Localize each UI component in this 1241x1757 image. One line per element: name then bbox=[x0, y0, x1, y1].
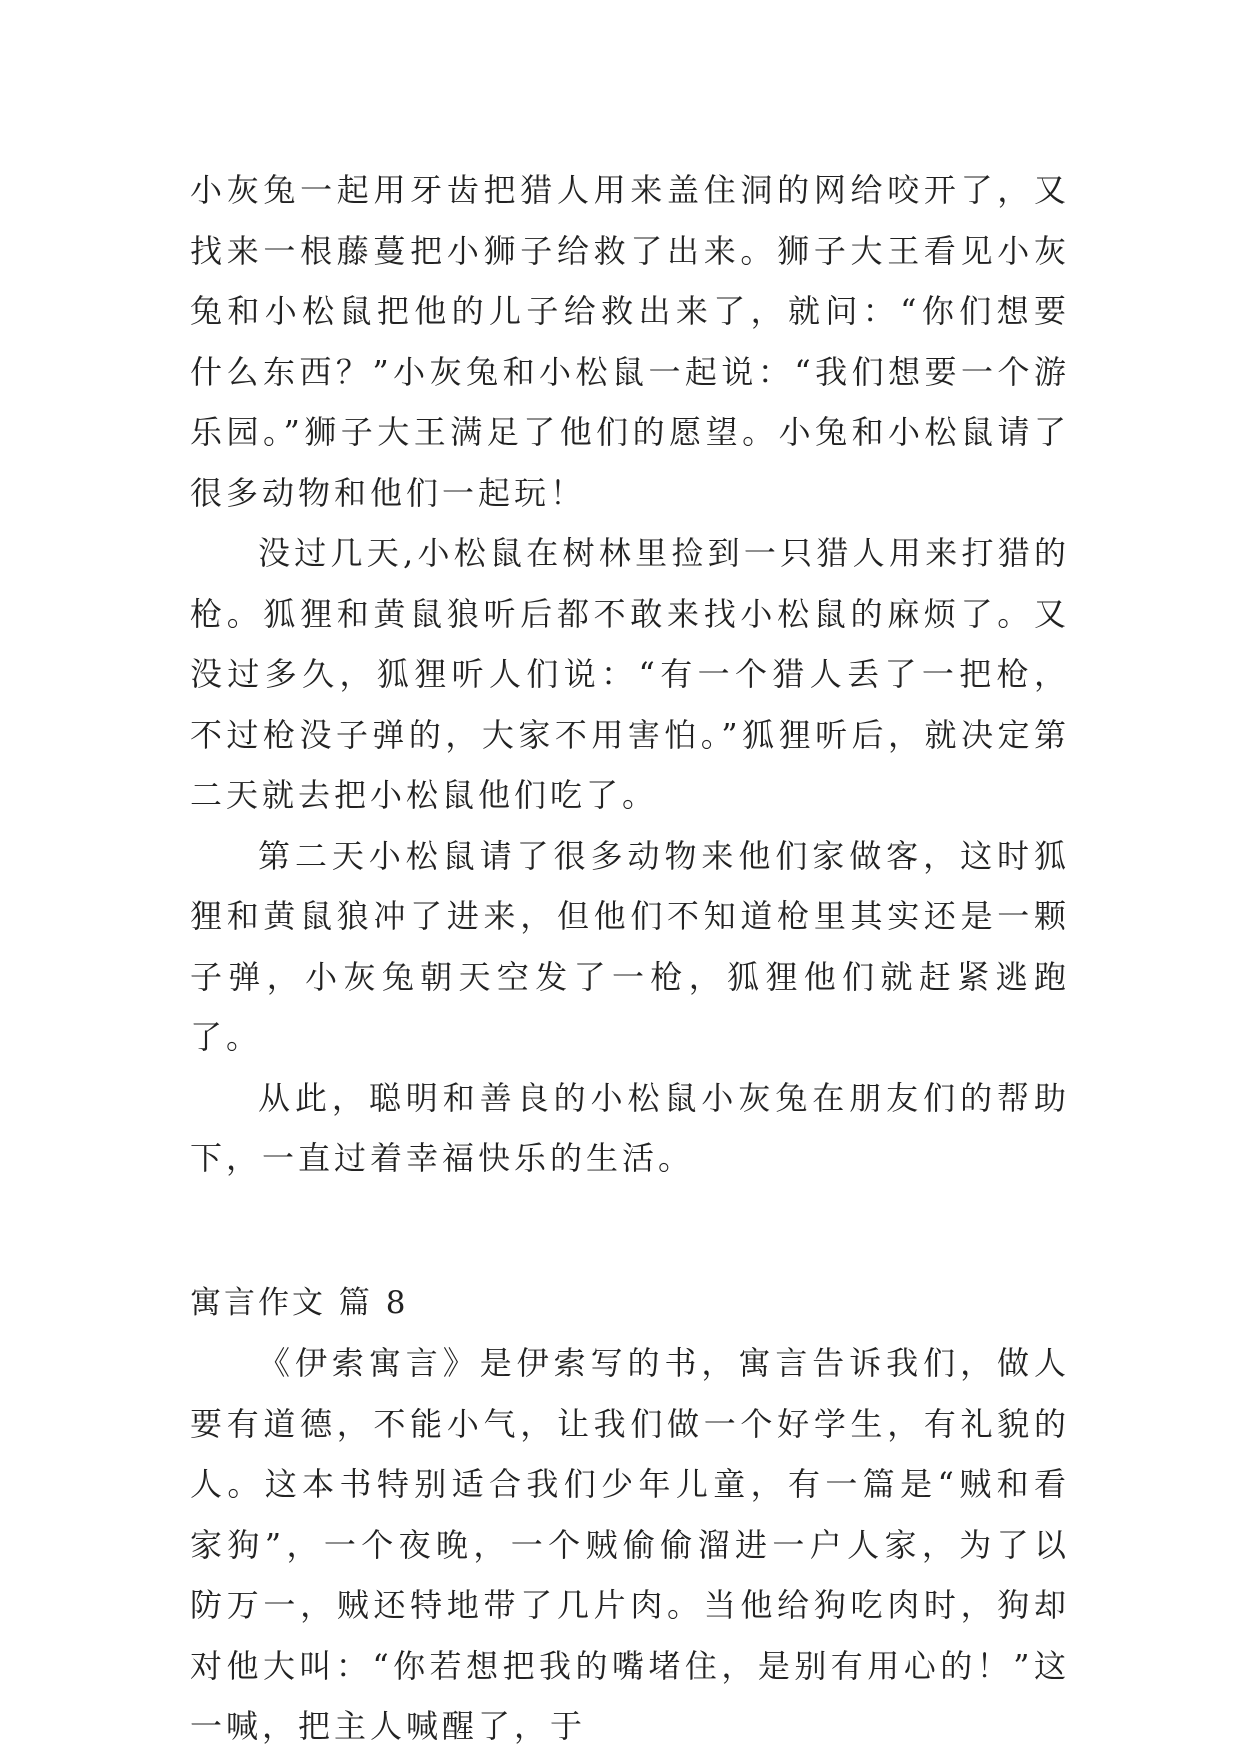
section-heading: 寓言作文 篇 8 bbox=[190, 1284, 409, 1321]
document-body bbox=[190, 160, 1070, 1757]
story-paragraph-gun: 没过几天,小松鼠在树林里捡到一只猎人用来打猎的枪。狐狸和黄鼠狼听后都不敢来找小松鼠的麻烦了。又没过多久，狐狸听人们说：“有一个猎人丢了一把枪，不过枪没子弹的，大家不用害怕。”狐狸听后，就决定第二天就去把小松鼠他们吃了。 bbox=[190, 534, 1070, 814]
story-paragraph-continuation: 小灰兔一起用牙齿把猎人用来盖住洞的网给咬开了，又找来一根藤蔓把小狮子给救了出来。狮子大王看见小灰兔和小松鼠把他的儿子给救出来了，就问：“你们想要什么东西？”小灰兔和小松鼠一起说：“我们想要一个游乐园。”狮子大王满足了他们的愿望。小兔和小松鼠请了很多动物和他们一起玩！ bbox=[190, 171, 1070, 512]
story-paragraph-ending: 从此，聪明和善良的小松鼠小灰兔在朋友们的帮助下，一直过着幸福快乐的生活。 bbox=[190, 1078, 1070, 1177]
section-paragraph: 《伊索寓言》是伊索写的书，寓言告诉我们，做人要有道德，不能小气，让我们做一个好学生，有礼貌的人。这本书特别适合我们少年儿童，有一篇是“贼和看家狗”，一个夜晚，一个贼偷偷溜进一户人家，为了以防万一，贼还特地带了几片肉。当他给狗吃肉时，狗却对他大叫：“你若想把我的嘴堵住，是别有用心的！”这一喊，把主人喊醒了，于 bbox=[190, 1344, 1070, 1745]
story-paragraph-guests: 第二天小松鼠请了很多动物来他们家做客，这时狐狸和黄鼠狼冲了进来，但他们不知道枪里其实还是一颗子弹，小灰兔朝天空发了一枪，狐狸他们就赶紧逃跑了。 bbox=[190, 836, 1070, 1056]
